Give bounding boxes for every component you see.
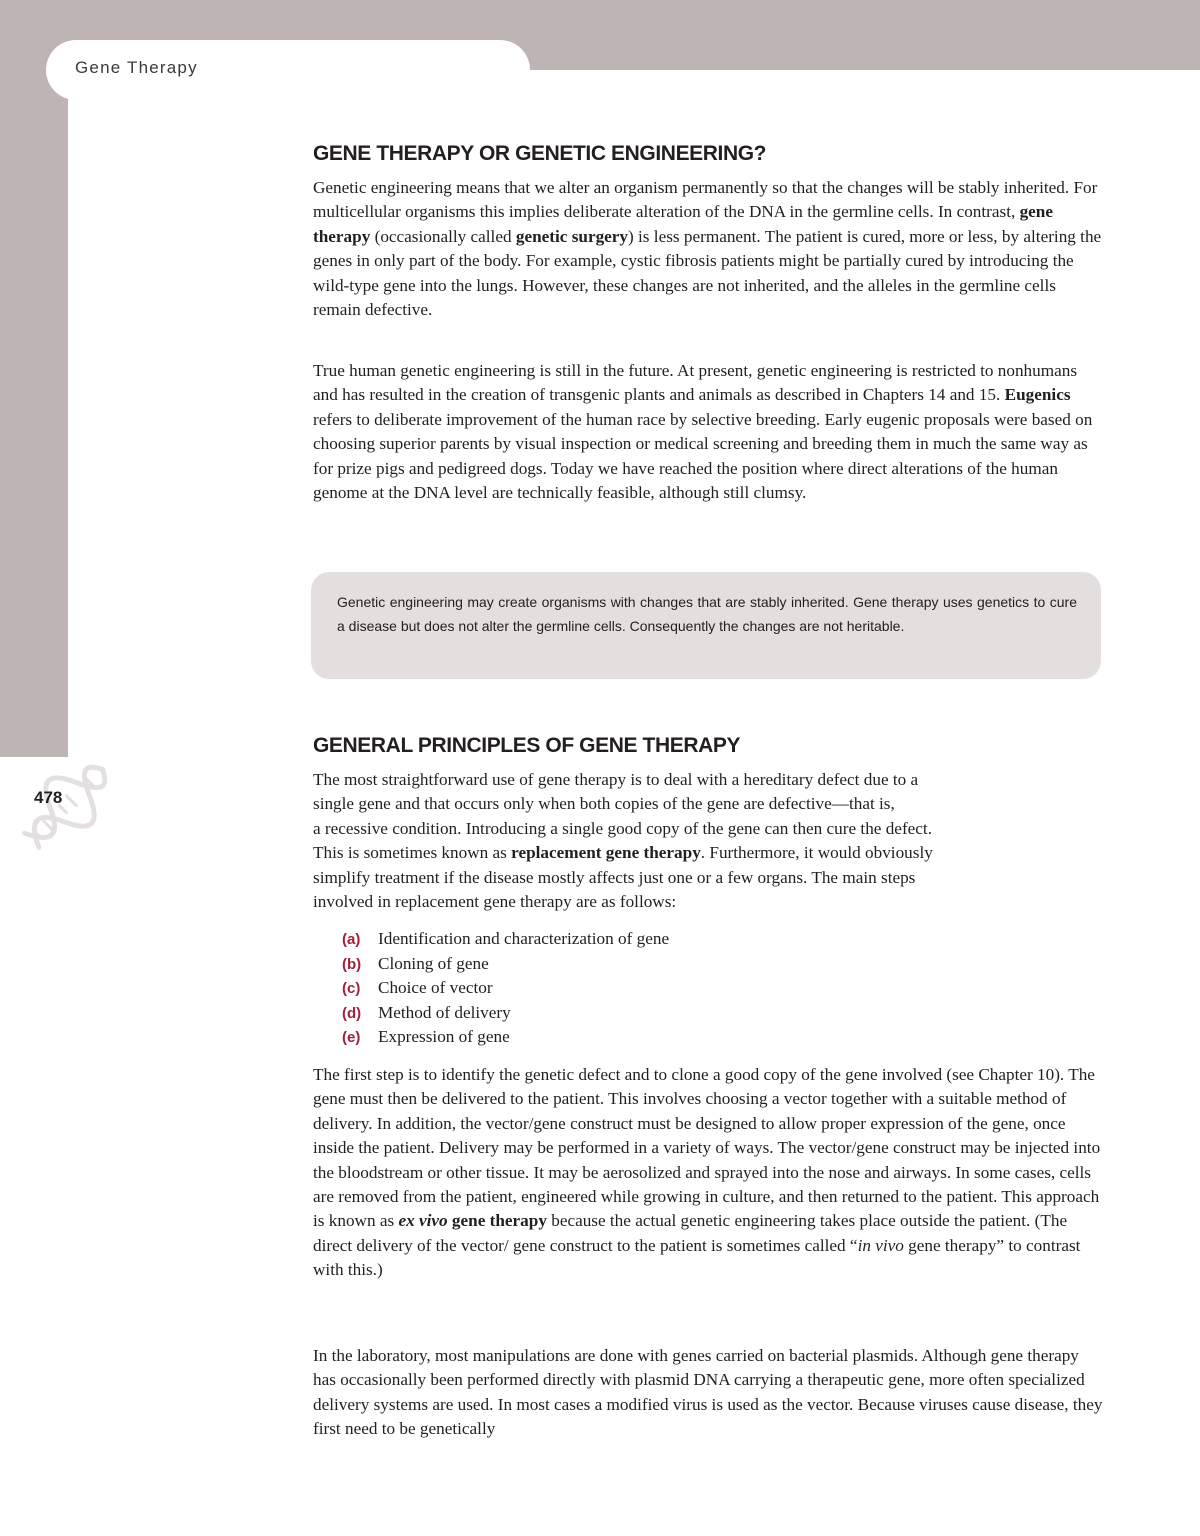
term-replacement-gene-therapy: replacement gene therapy [511, 843, 701, 863]
list-item: (d) Method of delivery [342, 1002, 511, 1022]
summary-text: Genetic engineering may create organisms with changes that are stably inherited. Gene therapy uses genetics to cure a disease but does not alter the germline cells. Consequently the changes are not heritable. [337, 594, 1077, 634]
term-genetic-surgery: genetic surgery [515, 226, 629, 246]
dna-icon [10, 752, 120, 862]
term-gene-therapy: gene therapy [313, 202, 1053, 246]
section-heading-general-principles: GENERAL PRINCIPLES OF GENE THERAPY [313, 734, 741, 757]
paragraph-first-step: The first step is to identify the genetic defect and to clone a good copy of the gene involved (see Chapter 10). The gene must then be delivered to the patient. This involves choosing a vector together with a suitable method of delivery. In addition, the vector/gene construct must be designed to allow proper expression of the gene, once inside the patient. Delivery may be performed in a variety of ways. The vector/gene construct may be injected into the bloodstream or other tissue. It may be aerosolized and sprayed into the nose and airways. In some cases, cells are removed from the patient, engineered while growing in culture, and then returned to the patient. This approach is known as ex vivo gene therapy because the actual genetic engineering takes place outside the patient. (The direct delivery of the vector/ gene construct to the patient is sometimes called “in vivo gene therapy” to contrast with this.) [313, 1065, 1101, 1280]
side-band [0, 0, 68, 757]
page-area [68, 70, 1200, 110]
term-ex-vivo-gene-therapy: ex vivo gene therapy [398, 1211, 547, 1231]
list-item: (c) Choice of vector [342, 978, 493, 997]
paragraph-laboratory: In the laboratory, most manipulations are done with genes carried on bacterial plasmids. Although gene therapy has occasionally been performed directly with plasmid DNA carrying a therapeutic gene, more often specialized delivery systems are used. In most cases a modified virus is used as the vector. Because viruses cause disease, they first need to be genetically [313, 1346, 1103, 1439]
section-heading-gene-therapy-vs-engineering: GENE THERAPY OR GENETIC ENGINEERING? [313, 142, 767, 165]
summary-box [311, 572, 1101, 679]
paragraph-replacement-therapy: The most straightforward use of gene therapy is to deal with a hereditary defect due to a single gene and that occurs only when both copies of the gene are defective—that is, a recessive condition. Introducing a single good copy of the gene can then cure the defect. This is sometimes known as replacement gene therapy. Furthermore, it would obviously simplify treatment if the disease mostly affects just one or a few organs. The main steps involved in replacement gene therapy are as follows: [313, 770, 933, 912]
page-number: 478 [34, 788, 63, 807]
term-eugenics: Eugenics [1004, 385, 1071, 405]
list-item: (b) Cloning of gene [342, 953, 489, 973]
paragraph-human-genetic-engineering: True human genetic engineering is still in the future. At present, genetic engineering is restricted to nonhumans and has resulted in the creation of transgenic plants and animals as described in Chapters 14 and 15. Eugenics refers to deliberate improvement of the human race by selective breeding. Early eugenic proposals were based on choosing superior parents by visual inspection or medical screening and breeding them in much the same way as for prize pigs and pedigreed dogs. Today we have reached the position where direct alterations of the human genome at the DNA level are technically feasible, although still clumsy. [313, 361, 1093, 503]
list-item: (a) Identification and characterization of gene [342, 929, 670, 948]
term-in-vivo: in vivo [857, 1235, 904, 1255]
list-item: (e) Expression of gene [342, 1027, 510, 1046]
running-head: Gene Therapy [75, 58, 198, 77]
steps-list [342, 927, 1042, 1050]
paragraph-genetic-engineering: Genetic engineering means that we alter an organism permanently so that the changes will be stably inherited. For multicellular organisms this implies deliberate alteration of the DNA in the germline cells. In contrast, gene therapy (occasionally called genetic surgery) is less permanent. The patient is cured, more or less, by altering the genes in only part of the body. For example, cystic fibrosis patients might be partially cured by introducing the wild-type gene into the lungs. However, these changes are not inherited, and the alleles in the germline cells remain defective. [313, 178, 1102, 320]
